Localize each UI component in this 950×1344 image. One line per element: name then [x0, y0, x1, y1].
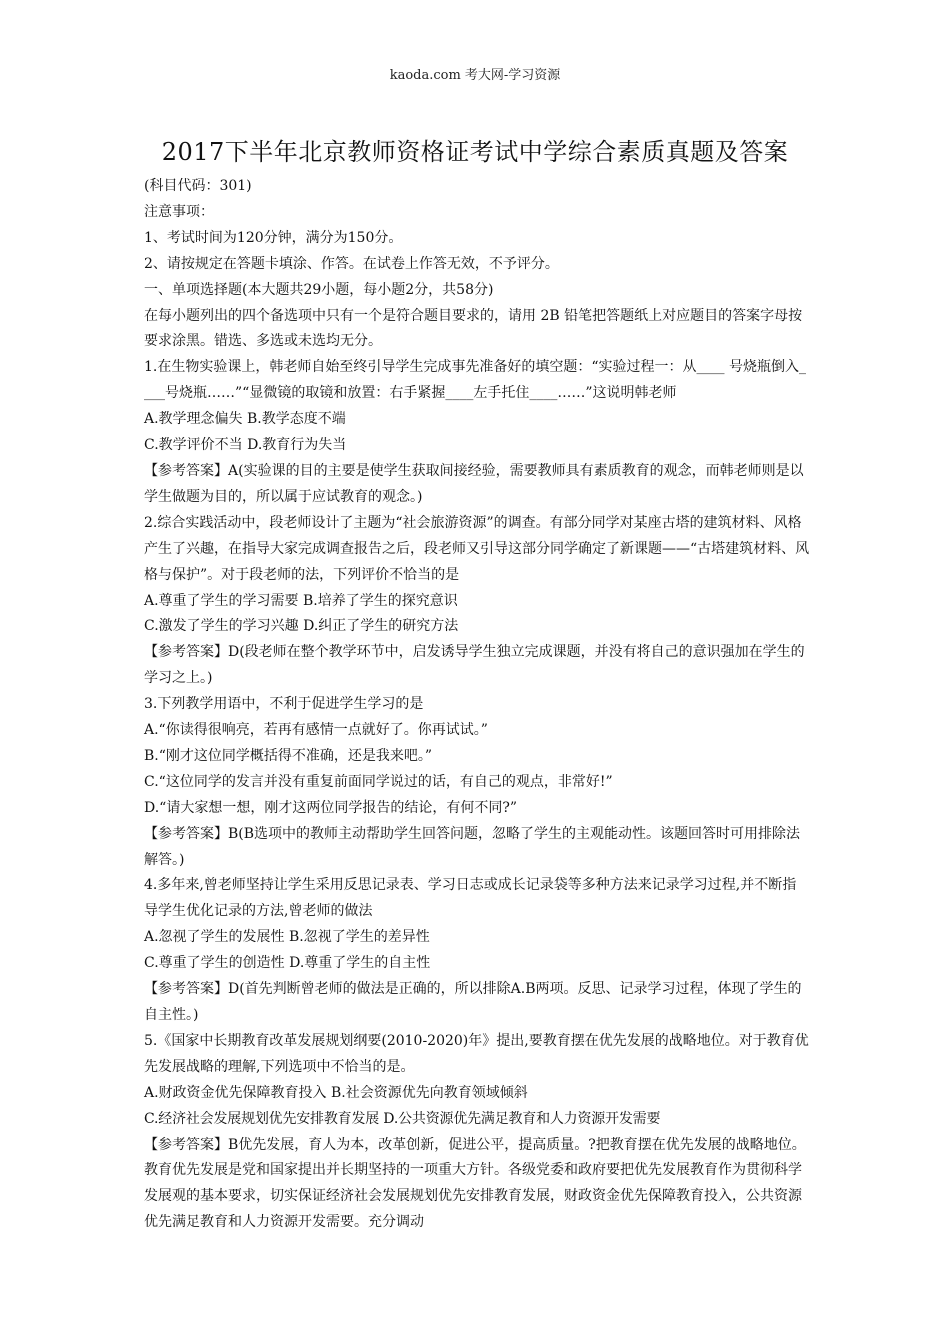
question-3-answer: 【参考答案】B(B选项中的教师主动帮助学生回答问题，忽略了学生的主观能动性。该题回答时可用排除法解答。)	[144, 825, 801, 868]
question-1-answer: 【参考答案】A(实验课的目的主要是使学生获取间接经验，需要教师具有素质教育的观念，而韩老师则是以学生做题为目的，所以属于应试教育的观念。)	[144, 462, 804, 505]
document-title: 2017下半年北京教师资格证考试中学综合素质真题及答案	[161, 138, 789, 166]
question-1-options-ab: A.教学理念偏失 B.教学态度不端	[144, 411, 346, 428]
question-3: 3.下列教学用语中，不利于促进学生学习的是	[144, 696, 424, 713]
question-3-option-c: C.“这位同学的发言并没有重复前面同学说过的话，有自己的观点，非常好!”	[144, 773, 613, 790]
note-item: 1、考试时间为120分钟，满分为150分。	[144, 229, 403, 246]
question-4-options-ab: A.忽视了学生的发展性 B.忽视了学生的差异性	[144, 929, 430, 946]
question-1-options-cd: C.教学评价不当 D.教育行为失当	[144, 437, 347, 454]
question-5-options-cd: C.经济社会发展规划优先安排教育发展 D.公共资源优先满足教育和人力资源开发需要	[144, 1110, 661, 1127]
section-heading: 一、单项选择题(本大题共29小题，每小题2分，共58分)	[144, 281, 494, 298]
note-item: 2、请按规定在答题卡填涂、作答。在试卷上作答无效，不予评分。	[144, 255, 559, 272]
question-2: 2.综合实践活动中，段老师设计了主题为“社会旅游资源”的调查。有部分同学对某座古塔的建筑材料、风格产生了兴趣，在指导大家完成调查报告之后，段老师又引导这部分同学确定了新课题——“古塔建筑材料、风格与保护”。对于段老师的法，下列评价不恰当的是	[144, 514, 810, 583]
question-2-options-ab: A.尊重了学生的学习需要 B.培养了学生的探究意识	[144, 592, 458, 609]
question-5-answer: 【参考答案】B优先发展，育人为本，改革创新，促进公平，提高质量。?把教育摆在优先发展的战略地位。教育优先发展是党和国家提出并长期坚持的一项重大方针。各级党委和政府要把优先发展教育作为贯彻科学发展观的基本要求，切实保证经济社会发展规划优先安排教育发展，财政资金优先保障教育投入，公共资源优先满足教育和人力资源开发需要。充分调动	[144, 1136, 806, 1231]
question-4-options-cd: C.尊重了学生的创造性 D.尊重了学生的自主性	[144, 955, 431, 972]
question-3-option-b: B.“刚才这位同学概括得不准确，还是我来吧。”	[144, 747, 433, 764]
question-4-answer: 【参考答案】D(首先判断曾老师的做法是正确的，所以排除A.B两项。反思、记录学习过程，体现了学生的自主性。)	[144, 981, 802, 1023]
question-4: 4.多年来,曾老师坚持让学生采用反思记录表、学习日志或成长记录袋等多种方法来记录学习过程,并不断指导学生优化记录的方法,曾老师的做法	[144, 877, 797, 920]
question-5-options-ab: A.财政资金优先保障教育投入 B.社会资源优先向教育领域倾斜	[144, 1084, 528, 1101]
document-body	[144, 174, 810, 1236]
section-instructions: 在每小题列出的四个备选项中只有一个是符合题目要求的，请用 2B 铅笔把答题纸上对应题目的答案字母按要求涂黑。错选、多选或未选均无分。	[144, 307, 803, 350]
question-3-option-d: D.“请大家想一想，刚才这两位同学报告的结论，有何不同?”	[144, 799, 517, 816]
question-2-answer: 【参考答案】D(段老师在整个教学环节中，启发诱导学生独立完成课题，并没有将自己的意识强加在学生的学习之上。)	[144, 644, 805, 687]
notes-heading: 注意事项：	[144, 203, 214, 220]
subject-code: (科目代码：301)	[144, 178, 252, 194]
page-header: kaoda.com 考大网-学习资源	[389, 68, 561, 83]
question-2-options-cd: C.激发了学生的学习兴趣 D.纠正了学生的研究方法	[144, 618, 459, 635]
question-5: 5.《国家中长期教育改革发展规划纲要(2010-2020)年》提出,要教育摆在优先发展的战略地位。对于教育优先发展战略的理解,下列选项中不恰当的是。	[144, 1032, 809, 1075]
question-3-option-a: A.“你读得很响亮，若再有感情一点就好了。你再试试。”	[144, 722, 488, 739]
question-1: 1.在生物实验课上，韩老师自始至终引导学生完成事先准备好的填空题：“实验过程一：从____ 号烧瓶倒入____号烧瓶……”“显微镜的取镜和放置：右手紧握____左手托住____……”这说明韩老师	[144, 359, 806, 402]
